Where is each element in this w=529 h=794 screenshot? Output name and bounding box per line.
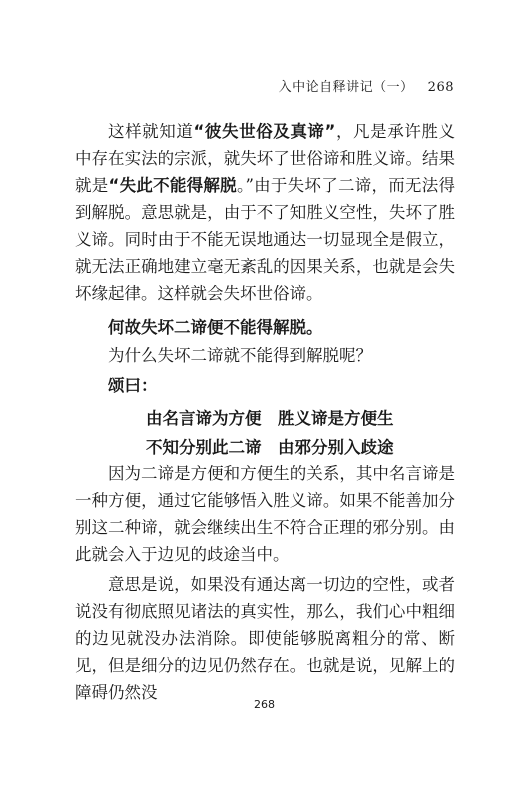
quote-verse-2: “失此不能得解脱 (108, 176, 237, 195)
paragraph-1-d: 。”由于失坏了二谛，而无法得到解脱。意思就是，由于不了知胜义空性，失坏了胜义谛。同时由于不能无误地通达一切显现全是假立，就无法正确地建立毫无紊乱的因果关系，也就是会失坏缘起律。这样就会失坏世俗谛。 (75, 176, 456, 303)
verse-line-2: 不知分别此二谛 由邪分别入歧途 (146, 438, 394, 457)
running-header (279, 76, 454, 95)
paragraph-2: 因为二谛是方便和方便生的关系，其中名言谛是一种方便，通过它能够悟入胜义谛。如果不能善加分别这二种谛，就会继续出生不符合正理的邪分别。由此就会入于边见的歧途当中。 (75, 464, 455, 564)
paragraph-1 (75, 118, 455, 307)
header-page-number: 268 (427, 80, 454, 95)
section-heading: 何故失坏二谛便不能得解脱。 (108, 318, 323, 337)
verse-line-1: 由名言谛为方便 胜义谛是方便生 (146, 409, 394, 428)
book-title: 入中论自释讲记（一） (278, 80, 414, 95)
verse-intro: 颂曰： (108, 376, 158, 395)
footer-page-number: 268 (254, 698, 275, 711)
question-line: 为什么失坏二谛就不能得到解脱呢？ (108, 346, 372, 365)
paragraph-1-c: ，凡是承许胜义中存在实法的宗派，就失坏了世俗谛和胜义谛。结果就是 (75, 122, 456, 195)
quote-verse-1: “彼失世俗及真谛” (193, 122, 336, 141)
paragraph-3: 意思是说，如果没有通达离一切边的空性，或者说没有彻底照见诸法的真实性，那么，我们心中粗细的边见就没办法消除。即使能够脱离粗分的常、断见，但是细分的边见仍然存在。也就是说，见解上的障碍仍然没 (75, 575, 455, 702)
paragraph-1-a: 这样就知道 (108, 122, 194, 141)
